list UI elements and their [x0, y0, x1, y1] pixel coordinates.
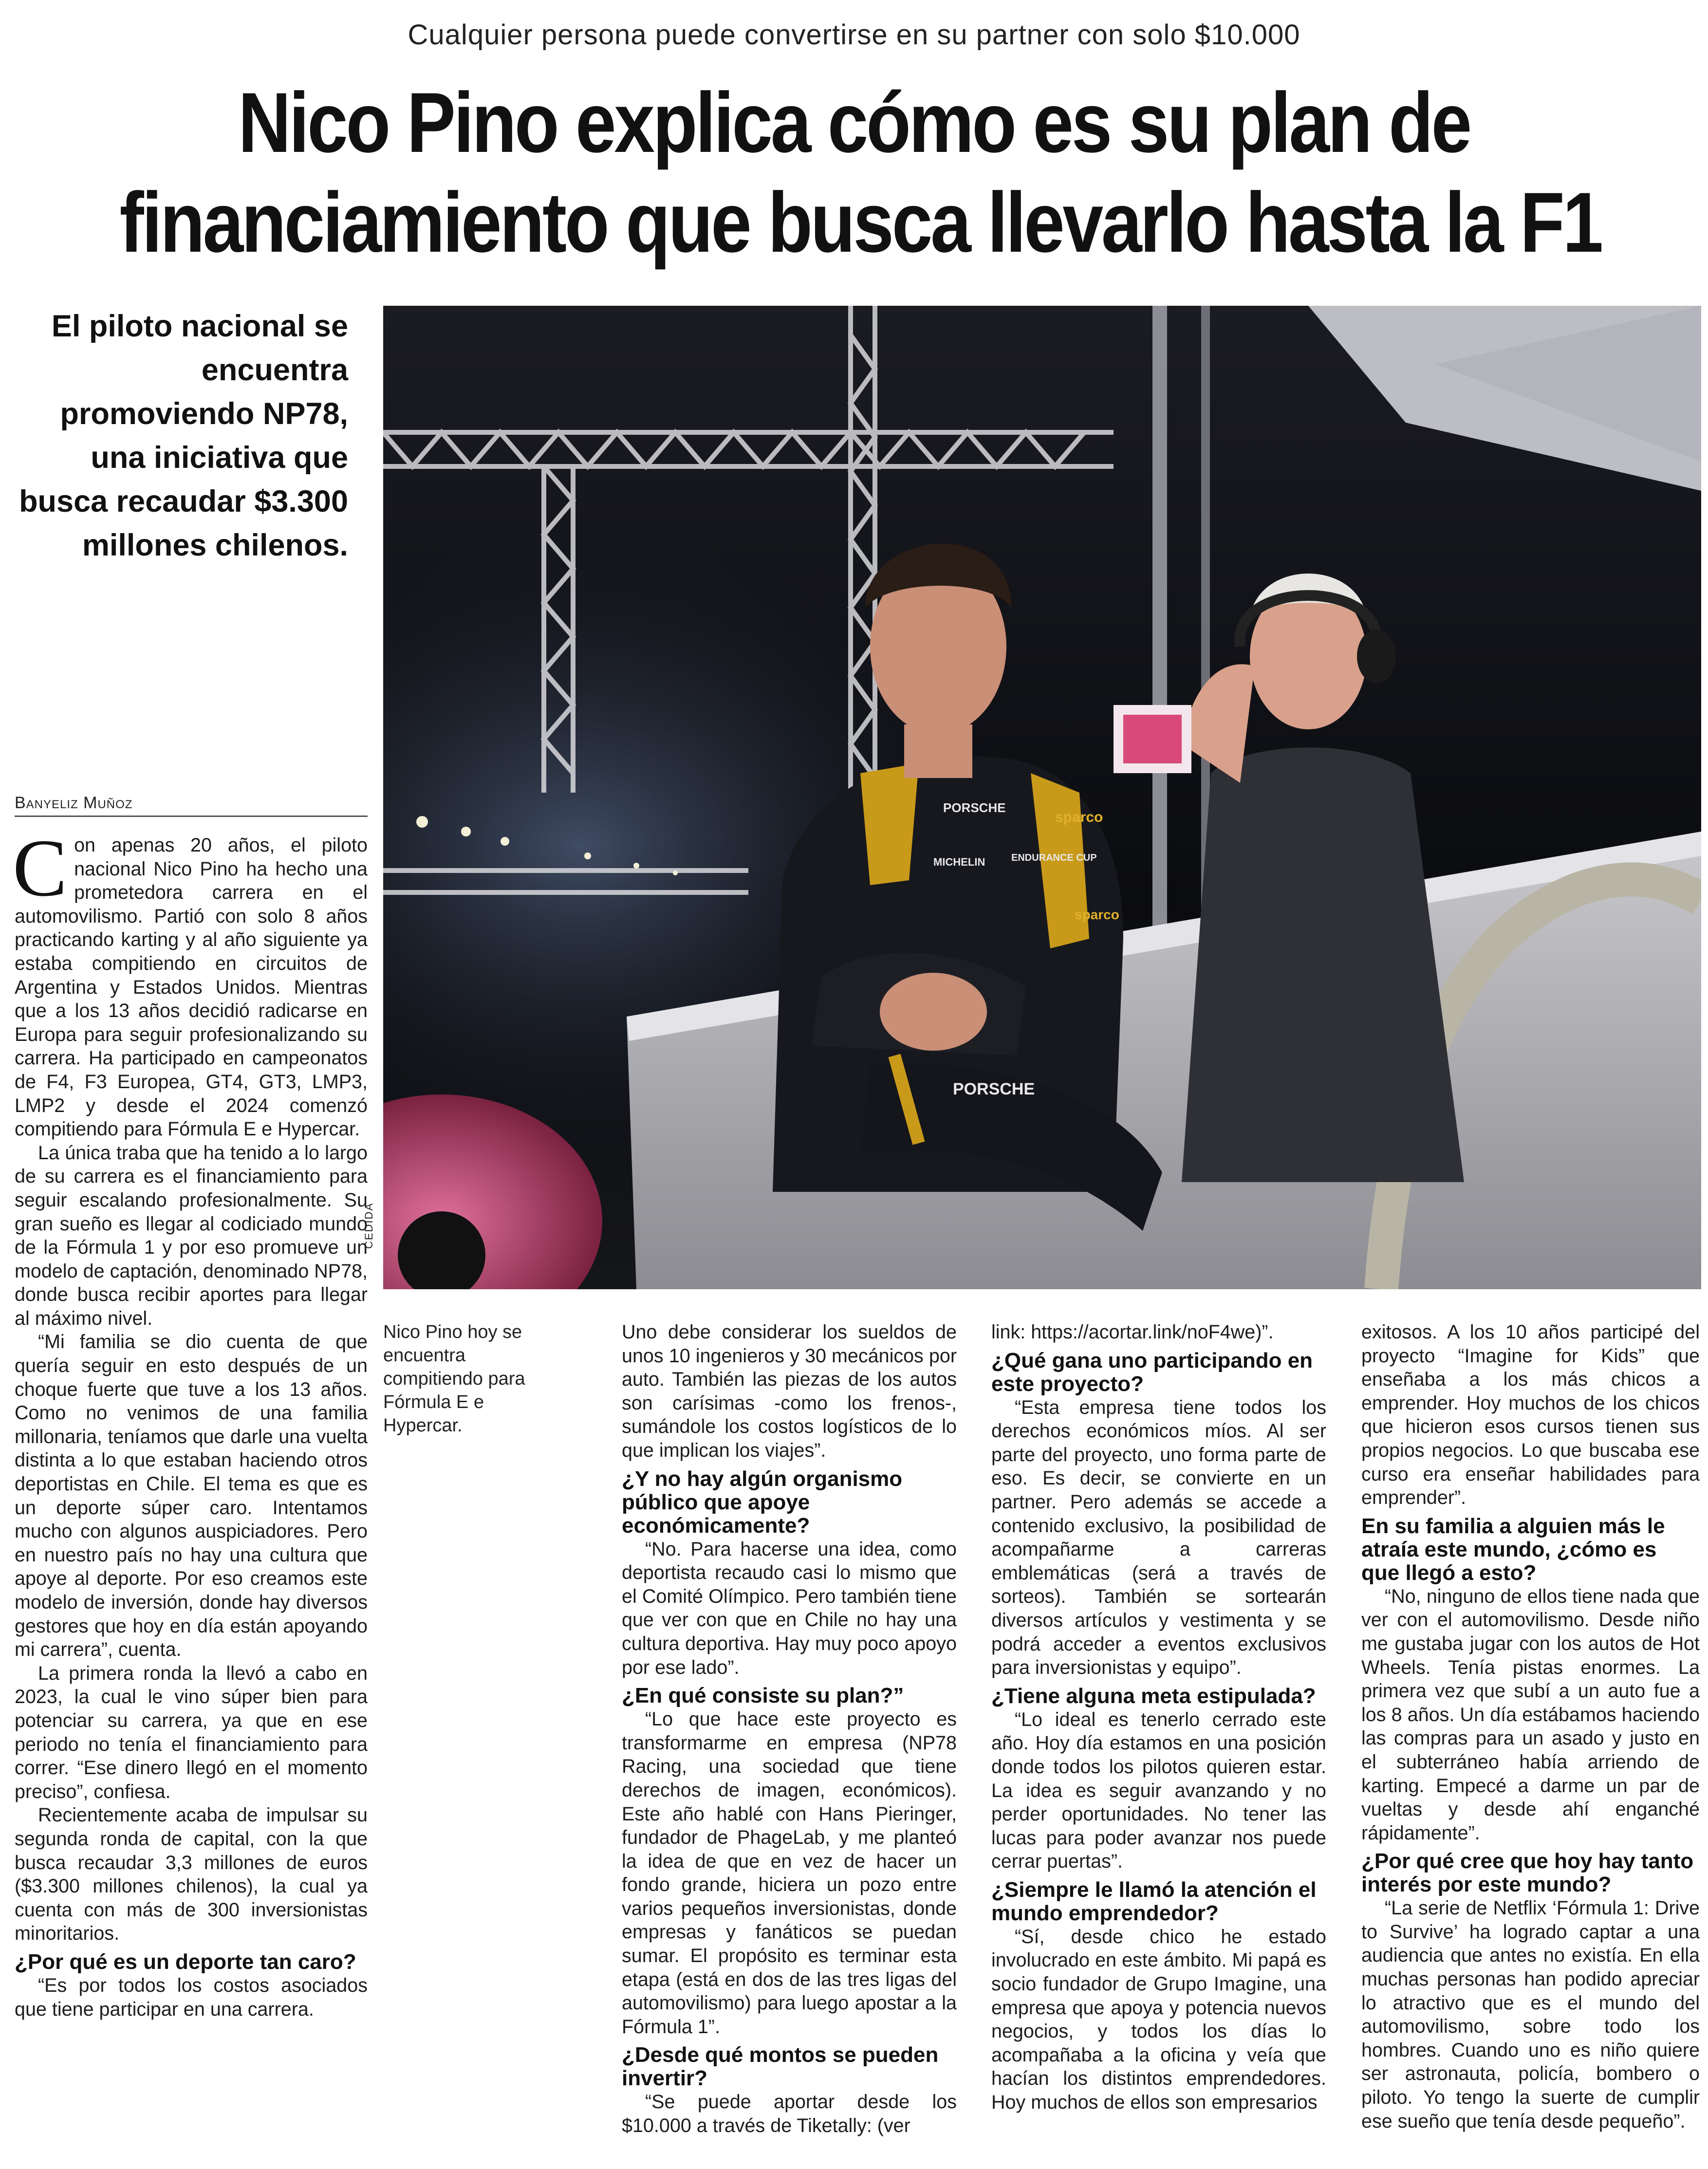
suit-label: ENDURANCE CUP: [1011, 853, 1097, 863]
paragraph: “Sí, desde chico he estado involucrado en este ámbito. Mi papá es socio fundador de Grupo Imagine, una empresa que apoya y potencia nuevos negocios, y todos los días lo acompañaba a la oficina y veía que hacían los distintos emprendedores. Hoy muchos de ellos son empresarios: [991, 1926, 1326, 2113]
suit-label: MICHELIN: [933, 856, 985, 868]
paragraph: La primera ronda la llevó a cabo en 2023, la cual le vino súper bien para potenciar su carrera, ya que en ese periodo no tenía el financiamiento para correr. “Ese dinero llegó en el momento preciso”, confiesa.: [15, 1662, 368, 1802]
question-heading: ¿Qué gana uno participando en este proyecto?: [991, 1348, 1313, 1396]
paragraph: Uno debe considerar los sueldos de unos 10 ingenieros y 30 mecánicos por auto. También las piezas de los autos son carísimas -como los frenos-, sumándole los costos logísticos de lo que implican los viajes”.: [622, 1321, 957, 1461]
article-column-1: [13, 823, 368, 2021]
photo: [383, 306, 1701, 1289]
paragraph: “Mi familia se dio cuenta de que quería seguir en esto después de un choque fuerte que tuve a los 13 años. Como no venimos de una familia millonaria, teníamos que darle una vuelta distinta a lo que estaban haciendo otros deportistas en Chile. El tema es que es un deporte súper caro. Intentamos mucho con algunos auspiciadores. Pero en nuestro país no hay una cultura que apoye al deporte. Por eso creamos este modelo de inversión, donde hay diversos gestores que hoy en día están apoyando mi carrera”, cuenta.: [15, 1331, 368, 1661]
paragraph: “Esta empresa tiene todos los derechos económicos míos. Al ser parte del proyecto, uno forma parte de eso. Es decir, se convierte en un partner. Pero además se accede a contenido exclusivo, la posibilidad de acompañarme a carreras emblemáticas (será a través de sorteos). También se sortearán diversos artículos y vestimenta y se podrá acceder a eventos exclusivos para inversionistas y equipo”.: [991, 1396, 1326, 1679]
photo-illustration: [383, 306, 1701, 1289]
question-heading: En su familia a alguien más le atraía este mundo, ¿cómo es que llegó a esto?: [1361, 1514, 1665, 1585]
paragraph: [13, 823, 368, 1141]
question-heading: ¿Tiene alguna meta estipulada?: [991, 1684, 1316, 1708]
kicker: Cualquier persona puede convertirse en su partner con solo $10.000: [408, 19, 1300, 51]
question-heading: ¿Y no hay algún organismo público que apoye económicamente?: [622, 1466, 903, 1538]
paragraph: “Se puede aportar desde los $10.000 a través de Tiketally: (ver: [622, 2091, 957, 2137]
suit-label: sparco: [1055, 809, 1103, 825]
question-heading: ¿Por qué cree que hoy hay tanto interés por este mundo?: [1361, 1849, 1694, 1897]
suit-label: sparco: [1075, 907, 1119, 922]
article-column-3: [991, 1320, 1326, 2114]
article-column-2: [622, 1320, 957, 2138]
photo-credit: CEDIDA: [363, 1202, 375, 1249]
drop-cap: C: [13, 823, 68, 913]
suit-label: PORSCHE: [943, 800, 1006, 815]
question-heading: ¿Por qué es un deporte tan caro?: [15, 1949, 356, 1974]
paragraph: “Lo ideal es tenerlo cerrado este año. Hoy día estamos en una posición donde todos los pilotos quieren estar. La idea es seguir avanzando y no perder oportunidades. No tener las lucas para poder avanzar nos puede cerrar puertas”.: [991, 1708, 1326, 1872]
paragraph: “Es por todos los costos asociados que tiene participar en una carrera.: [15, 1974, 368, 2020]
paragraph: La única traba que ha tenido a lo largo de su carrera es el financiamiento para seguir escalando profesionalmente. Su gran sueño es llegar al codiciado mundo de la Fórmula 1 y por eso promueve un modelo de captación, denominado NP78, donde busca recibir aportes para llegar al máximo nivel.: [15, 1142, 368, 1329]
suit-label: PORSCHE: [953, 1080, 1035, 1098]
deck: El piloto nacional se encuentra promoviendo NP78, una iniciativa que busca recaudar $3.300 millones chilenos.: [19, 309, 348, 562]
headline-line-1: Nico Pino explica cómo es su plan de: [238, 75, 1470, 170]
headline: [119, 73, 1601, 273]
headline-line-2: financiamiento que busca llevarlo hasta la F1: [119, 175, 1601, 270]
question-heading: ¿Siempre le llamó la atención el mundo emprendedor?: [991, 1877, 1317, 1925]
paragraph: “La serie de Netflix ‘Fórmula 1: Drive to Survive’ ha logrado captar a una audiencia que antes no existía. En ella muchas personas han podido apreciar lo atractivo que es el mundo del automovilismo, sobre todo los hombres. Cuando uno es niño quiere ser astronauta, policía, bombero o piloto. Yo tengo la suerte de cumplir ese sueño que tenía desde pequeño”.: [1361, 1897, 1700, 2132]
paragraph-text: on apenas 20 años, el piloto nacional Nico Pino ha hecho una prometedora carrera en el automovilismo. Partió con solo 8 años practicando karting y al año siguiente ya estaba compitiendo en circuitos de Argentina y Estados Unidos. Mientras que a los 13 años decidió radicarse en Europa para seguir profesionalizando su carrera. Ha participado en campeonatos de F4, F3 Europea, GT4, GT3, LMP3, LMP2 y desde el 2024 comenzó compitiendo para Fórmula E e Hypercar.: [15, 834, 368, 1140]
question-heading: ¿Desde qué montos se pueden invertir?: [622, 2043, 939, 2091]
article-column-4: [1361, 1320, 1700, 2133]
photo-caption: Nico Pino hoy se encuentra compitiendo para Fórmula E e Hypercar.: [383, 1322, 525, 1436]
paragraph: exitosos. A los 10 años participé del proyecto “Imagine for Kids” que enseñaba a los más chicos a emprender. Hoy muchos de los chicos que hicieron esos cursos tienen sus propios negocios. Lo que buscaba ese curso era enseñar habilidades para emprender”.: [1361, 1321, 1700, 1509]
paragraph: “No. Para hacerse una idea, como deportista recaudo casi lo mismo que el Comité Olímpico. Pero también tiene que ver con que en Chile no hay una cultura deportiva. Hay muy poco apoyo por ese lado”.: [622, 1538, 957, 1678]
paragraph: “No, ninguno de ellos tiene nada que ver con el automovilismo. Desde niño me gustaba jugar con los autos de Hot Wheels. Tenía pistas enormes. La primera vez que subí a un auto fue a los 8 años. Un día estábamos haciendo las compras para un asado y justo en el subterráneo había arriendo de karting. Empecé a darme un par de vueltas y desde ahí enganché rápidamente”.: [1361, 1585, 1700, 1844]
byline: Banyeliz Muñoz: [15, 794, 368, 817]
paragraph: Recientemente acaba de impulsar su segunda ronda de capital, con la que busca recaudar 3,3 millones de euros ($3.300 millones chilenos), la cual ya cuenta con más de 300 inversionistas minoritarios.: [15, 1804, 368, 1945]
paragraph: “Lo que hace este proyecto es transformarme en empresa (NP78 Racing, una sociedad que tiene derechos de imagen, económicos). Este año hablé con Hans Pieringer, fundador de PhageLab, y me planteó la idea de que en vez de hacer un fondo grande, hiciera un pozo entre varios pequeños inversionistas, donde empresas y fanáticos se puedan sumar. El propósito es terminar esta etapa (está en dos de las tres ligas del automovilismo) para luego apostar a la Fórmula 1”.: [622, 1708, 957, 2038]
paragraph: link: https://acortar.link/noF4we)”.: [991, 1321, 1274, 1343]
question-heading: ¿En qué consiste su plan?”: [622, 1684, 904, 1708]
